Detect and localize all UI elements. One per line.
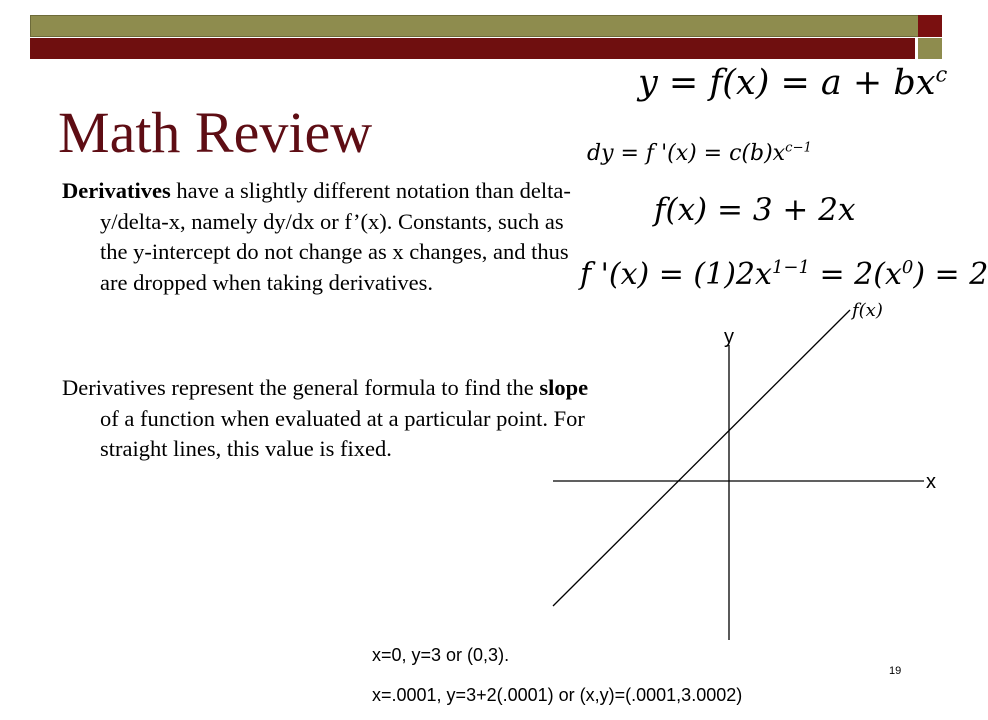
x-axis-label: x (926, 471, 936, 493)
eq4-exponent1: 1−1 (771, 257, 810, 278)
eq3-body: f(x) = 3 + 2x (654, 192, 856, 228)
line-label-fx: f(x) (852, 300, 883, 321)
para2-text-before: Derivatives represent the general formula to find the (62, 375, 540, 400)
note-small-step: x=.0001, y=3+2(.0001) or (x,y)=(.0001,3.0002) (372, 685, 743, 705)
note-intercept: x=0, y=3 or (0,3). (372, 645, 510, 665)
bold-derivatives: Derivatives (62, 178, 171, 203)
para1-text: have a slightly different notation than delta-y/delta-x, namely dy/dx or f’(x). Constants, such as the y-intercept do not change as x changes, and thus are dropped when taking derivatives. (100, 178, 571, 295)
eq1-exponent: c (935, 62, 948, 87)
eq1-body: y = f(x) = a + bx (638, 63, 936, 103)
slide-title: Math Review (58, 100, 373, 165)
page-number: 19 (889, 665, 902, 677)
bold-slope: slope (539, 375, 589, 400)
eq2-body: dy = f '(x) = c(b)x (587, 141, 786, 166)
y-axis-label: y (724, 326, 734, 348)
eq4-part2: = 2(x (809, 257, 902, 292)
eq4-part3: ) = 2 (913, 257, 988, 292)
eq2-exponent: c−1 (785, 140, 812, 156)
para2-text-after: of a function when evaluated at a particular point. For straight lines, this value is fixed. (100, 405, 585, 462)
eq4-part1: f '(x) = (1)2x (580, 257, 772, 292)
function-line (553, 310, 850, 606)
eq4-exponent2: 0 (901, 257, 914, 278)
